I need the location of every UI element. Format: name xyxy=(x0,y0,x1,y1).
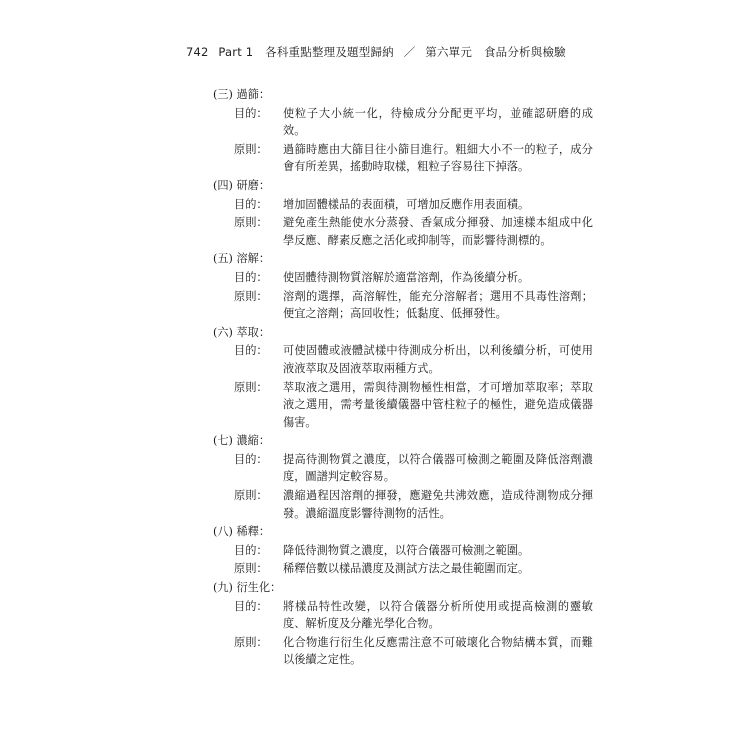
item-text: 濃縮過程因溶劑的揮發，應避免共沸效應，造成待測物成分揮發。濃縮溫度影響待測物的活性。 xyxy=(283,489,593,520)
item-text: 溶劑的選擇，高溶解性，能充分溶解者；選用不具毒性溶劑；便宜之溶劑；高回收性；低黏度、低揮發性。 xyxy=(283,289,593,321)
principle-item xyxy=(234,487,593,522)
item-label: 原則： xyxy=(234,142,268,156)
section-derivatization xyxy=(213,579,593,669)
book-section: 各科重點整理及題型歸納 xyxy=(265,45,394,59)
item-text: 使固體待測物質溶解於適當溶劑，作為後續分析。 xyxy=(283,270,530,284)
purpose-item xyxy=(234,598,593,633)
principle-item xyxy=(234,379,593,432)
section-title: (六) 萃取： xyxy=(213,325,271,339)
item-label: 目的： xyxy=(234,543,268,557)
section-concentration xyxy=(213,432,593,522)
page-body xyxy=(213,86,593,670)
section-title: (三) 過篩： xyxy=(213,88,271,101)
section-extraction xyxy=(213,324,593,432)
section-title: (八) 稀釋： xyxy=(213,525,271,539)
section-title: (七) 濃縮： xyxy=(213,434,271,448)
principle-item xyxy=(234,634,593,669)
item-label: 目的： xyxy=(234,344,268,358)
item-text: 將樣品特性改變，以符合儀器分析所使用或提高檢測的靈敏度、解析度及分離光學化合物。 xyxy=(283,599,593,631)
item-label: 目的： xyxy=(234,270,268,284)
part-label: Part 1 xyxy=(218,45,254,59)
item-label: 原則： xyxy=(234,216,268,230)
purpose-item xyxy=(234,196,593,214)
item-label: 目的： xyxy=(234,599,268,613)
purpose-item xyxy=(234,269,593,287)
item-label: 目的： xyxy=(234,452,268,466)
item-label: 目的： xyxy=(234,197,268,211)
item-text: 過篩時應由大篩目往小篩目進行。粗細大小不一的粒子，成分會有所差異，搖動時取樣，粗粒子容易往下掉落。 xyxy=(283,142,593,174)
item-text: 增加固體樣品的表面積，可增加反應作用表面積。 xyxy=(283,197,530,211)
running-header xyxy=(186,44,566,60)
principle-item xyxy=(234,214,593,249)
purpose-item xyxy=(234,342,593,377)
section-title: (五) 溶解： xyxy=(213,252,271,266)
section-title: (四) 研磨： xyxy=(213,178,271,192)
item-label: 目的： xyxy=(234,106,268,120)
item-label: 原則： xyxy=(234,380,268,394)
header-separator: ／ xyxy=(403,45,416,59)
section-title: (九) 衍生化： xyxy=(213,581,282,595)
item-text: 可使固體或液體試樣中待測成分析出，以利後續分析，可使用液液萃取及固液萃取兩種方式。 xyxy=(283,344,593,375)
purpose-item xyxy=(234,451,593,486)
item-text: 降低待測物質之濃度，以符合儀器可檢測之範圍。 xyxy=(283,543,530,557)
unit-label: 第六單元 xyxy=(425,45,473,59)
item-label: 原則： xyxy=(234,562,268,576)
section-sieving xyxy=(213,86,593,176)
principle-item xyxy=(234,560,593,578)
item-text: 使粒子大小統一化，待檢成分分配更平均，並確認研磨的成效。 xyxy=(283,106,593,138)
item-text: 稀釋倍數以樣品濃度及測試方法之最佳範圍而定。 xyxy=(283,562,530,576)
item-text: 提高待測物質之濃度，以符合儀器可檢測之範圍及降低溶劑濃度，圖譜判定較容易。 xyxy=(283,452,593,484)
section-grinding xyxy=(213,177,593,249)
page-number: 742 xyxy=(186,45,209,59)
principle-item xyxy=(234,141,593,176)
item-label: 原則： xyxy=(234,289,268,303)
principle-item xyxy=(234,288,593,323)
item-label: 原則： xyxy=(234,489,268,503)
section-dilution xyxy=(213,523,593,578)
section-dissolving xyxy=(213,250,593,322)
unit-title: 食品分析與檢驗 xyxy=(483,45,566,59)
item-label: 原則： xyxy=(234,635,268,649)
item-text: 化合物進行衍生化反應需注意不可破壞化合物結構本質，而難以後續之定性。 xyxy=(283,635,593,667)
purpose-item xyxy=(234,105,593,140)
purpose-item xyxy=(234,542,593,560)
item-text: 萃取液之選用，需與待測物極性相當，才可增加萃取率；萃取液之選用，需考量後續儀器中管柱粒子的極性，避免造成儀器傷害。 xyxy=(283,380,593,429)
item-text: 避免產生熱能使水分蒸發、香氣成分揮發、加速樣本組成中化學反應、酵素反應之活化或抑制等，而影響待測標的。 xyxy=(283,216,593,247)
